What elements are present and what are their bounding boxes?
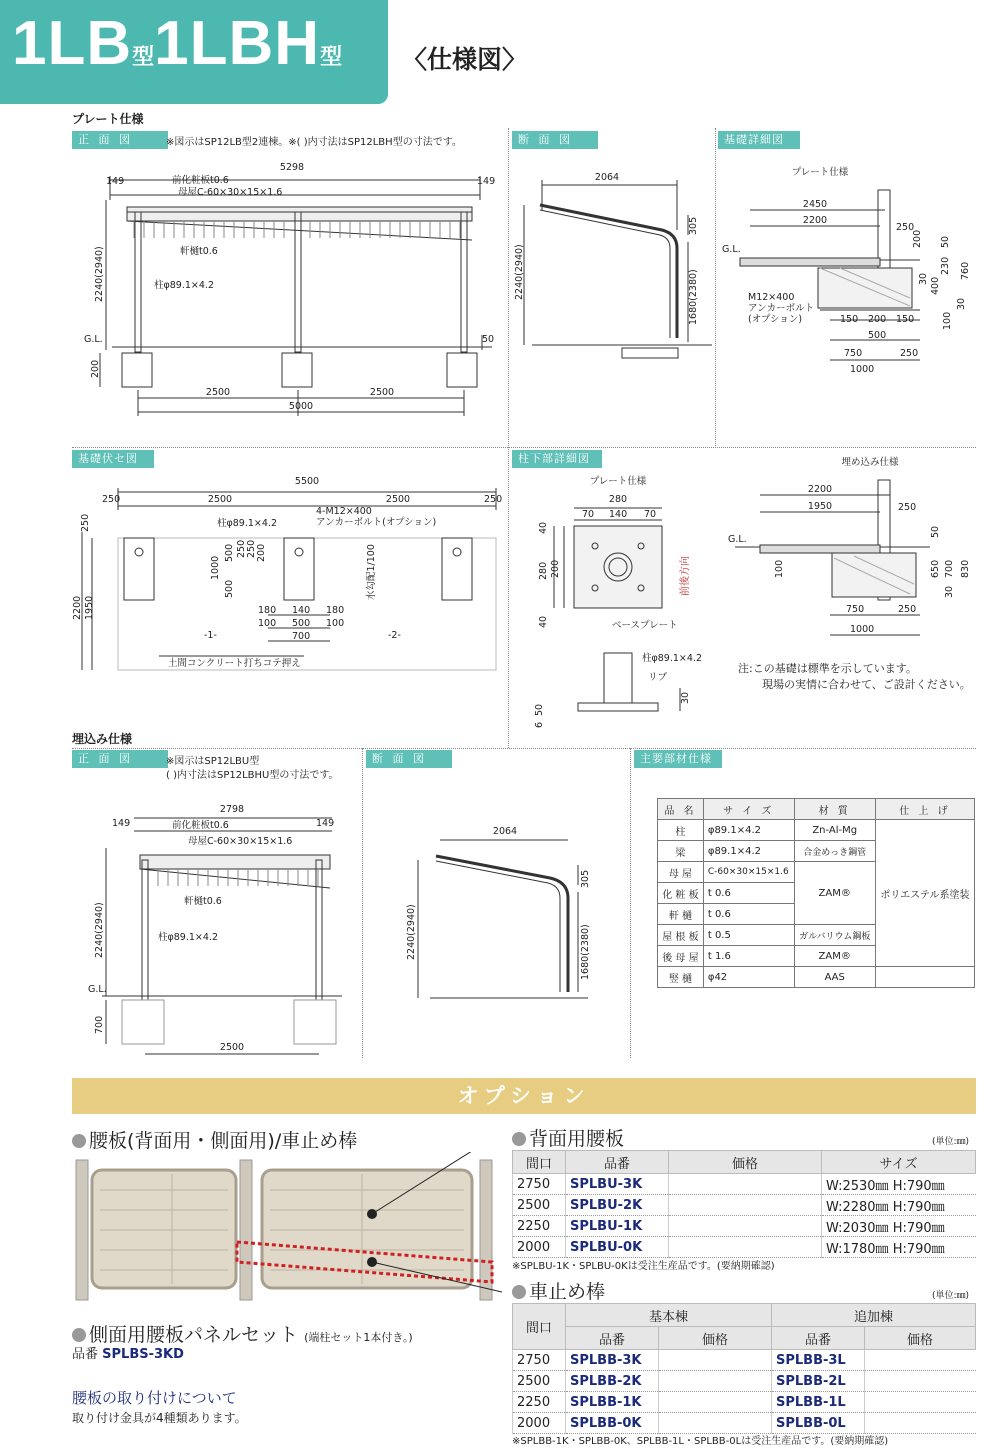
dim-140: 140 <box>292 605 311 616</box>
dim-30: 30 <box>944 585 955 598</box>
cell-span: 2250 <box>513 1392 566 1413</box>
table-row <box>513 1195 976 1216</box>
dim-70a: 70 <box>582 509 595 520</box>
embed-section-label: 埋込み仕様 <box>72 732 133 746</box>
mark-2: -2- <box>388 630 401 641</box>
dim-2500a: 2500 <box>207 494 233 505</box>
col-code: 品番 <box>566 1151 669 1174</box>
dim-edge-l: 149 <box>106 176 125 187</box>
col-span: 間口 <box>513 1151 566 1174</box>
dim-70b: 70 <box>644 509 657 520</box>
back-note: ※SPLBU-1K・SPLBU-0Kは受注生産品です。(要納期確認) <box>512 1261 775 1272</box>
cell-basic-price <box>659 1350 772 1371</box>
col-name: 品 名 <box>658 799 704 820</box>
base-title: プレート仕様 <box>589 476 647 487</box>
cell-add-code: SPLBB-3L <box>772 1350 865 1371</box>
cell-size: t 1.6 <box>703 946 794 967</box>
cell-basic-code: SPLBB-2K <box>566 1371 659 1392</box>
detail-title: プレート仕様 <box>791 167 849 178</box>
table-row <box>513 1350 976 1371</box>
attach-title: 腰板の取り付けについて <box>72 1389 237 1407</box>
cell-code: SPLBU-3K <box>566 1174 669 1195</box>
table-header-row <box>658 799 975 820</box>
cell-material: Zn-Al-Mg <box>794 820 875 841</box>
cell-name: 母 屋 <box>658 862 704 883</box>
cell-name: 梁 <box>658 841 704 862</box>
cell-material: ZAM® <box>794 946 875 967</box>
cell-name: 柱 <box>658 820 704 841</box>
dim-180a: 180 <box>258 605 277 616</box>
dim-250b: 250 <box>898 604 917 615</box>
embed-title: 埋め込み仕様 <box>841 457 899 468</box>
cell-size: t 0.5 <box>703 925 794 946</box>
dim-gl-50: 50 <box>482 334 495 345</box>
label-rib: リブ <box>648 672 668 683</box>
dim-6: 6 <box>534 721 545 728</box>
dim-280v: 280 <box>538 561 549 580</box>
back-panel-heading: 背面用腰板 <box>512 1124 624 1151</box>
cell-add-price <box>865 1392 976 1413</box>
dim-40a: 40 <box>538 521 549 534</box>
cell-size: φ42 <box>703 967 794 988</box>
tab-foundation-detail: 基礎詳細図 <box>718 131 800 149</box>
divider <box>508 128 509 748</box>
dim-foot: 200 <box>90 359 101 378</box>
dim-200: 200 <box>256 543 267 562</box>
panel-photo <box>72 1152 502 1302</box>
dim-1000: 1000 <box>850 624 875 635</box>
cell-span: 2500 <box>513 1195 566 1216</box>
table-row <box>658 820 975 841</box>
caution-2: 現場の実情に合わせて、ご設計ください。 <box>762 678 971 691</box>
cell-span: 2250 <box>513 1216 566 1237</box>
tab-front: 正 面 図 <box>72 131 168 149</box>
cell-code: SPLBU-0K <box>566 1237 669 1258</box>
label-slope: 水勾配1/100 <box>366 544 377 600</box>
dim-280: 280 <box>608 494 628 505</box>
label-post: 柱φ89.1×4.2 <box>158 932 218 943</box>
dim-500a: 500 <box>224 543 235 562</box>
dim-200b: 200 <box>868 314 887 325</box>
label-post: 柱φ89.1×4.2 <box>642 653 702 664</box>
label-gl: G.L. <box>728 534 747 545</box>
dim-50: 50 <box>534 703 545 716</box>
cell-size: t 0.6 <box>703 904 794 925</box>
label-purlin: 母屋C-60×30×15×1.6 <box>188 836 293 847</box>
cell-span: 2500 <box>513 1371 566 1392</box>
dim-700: 700 <box>94 1015 105 1034</box>
cell-price <box>669 1216 822 1237</box>
tab-section: 断 面 図 <box>366 750 452 768</box>
dim-250d: 250 <box>246 539 257 558</box>
cell-material: ZAM® <box>794 862 875 925</box>
dim-depth: 2064 <box>594 172 620 183</box>
attach-text: 取り付け金具が4種類あります。 <box>72 1411 247 1425</box>
dim-250c: 250 <box>236 539 247 558</box>
embed-note-2: ( )内寸法はSP12LBHU型の寸法です。 <box>166 770 339 781</box>
label-bolt: 4-M12×400 <box>316 506 372 517</box>
dim-50: 50 <box>930 525 941 538</box>
embed-note-1: ※図示はSP12LBU型 <box>166 756 260 767</box>
dim-edge-l: 149 <box>112 818 131 829</box>
stopper-heading: 車止め棒 <box>512 1277 605 1304</box>
stopper-unit: (単位:㎜) <box>932 1291 970 1301</box>
page-title: 1LB型1LBH型 <box>12 9 343 78</box>
label-bolt2: アンカーボルト(オプション) <box>316 517 437 528</box>
back-unit: (単位:㎜) <box>932 1137 970 1147</box>
dim-150: 150 <box>840 314 859 325</box>
dim-650: 650 <box>930 559 941 578</box>
label-concrete: 土間コンクリート打ちコテ押え <box>168 658 301 669</box>
title-banner <box>0 0 388 104</box>
col-group-basic: 基本棟 <box>566 1304 772 1327</box>
dim-1000: 1000 <box>210 555 221 580</box>
cell-add-price <box>865 1413 976 1434</box>
tab-materials: 主要部材仕様表 <box>634 750 722 768</box>
dim-30b: 30 <box>956 297 967 310</box>
dim-30: 30 <box>680 691 691 704</box>
dim-500b: 500 <box>224 579 235 598</box>
label-bolt: M12×400 <box>748 292 795 303</box>
page-subtitle: 〈仕様図〉 <box>402 45 528 74</box>
cell-span: 2750 <box>513 1350 566 1371</box>
col-span: 間口 <box>513 1304 566 1350</box>
col-material: 材 質 <box>794 799 875 820</box>
dim-230: 230 <box>940 256 951 275</box>
dim-clear: 1680(2380) <box>580 924 591 980</box>
front-elevation-drawing <box>72 150 502 435</box>
dim-span-total: 5000 <box>288 401 314 412</box>
col-size: サ イ ズ <box>703 799 794 820</box>
table-row <box>513 1174 976 1195</box>
cell-finish-empty <box>875 967 974 988</box>
dim-250b: 250 <box>900 348 919 359</box>
dim-total-width: 5298 <box>279 162 305 173</box>
cell-size: φ89.1×4.2 <box>703 820 794 841</box>
dim-200: 200 <box>912 229 923 248</box>
foundation-plan-drawing <box>72 470 502 700</box>
bullet-icon <box>72 1134 86 1148</box>
label-base-plate: ベースプレート <box>612 620 678 631</box>
divider <box>72 748 976 749</box>
materials-table <box>657 798 975 988</box>
tab-post-base: 柱下部詳細図 <box>512 450 602 468</box>
label-purlin: 母屋C-60×30×15×1.6 <box>178 187 283 198</box>
stopper-table <box>512 1303 976 1434</box>
cell-size: W:2030㎜ H:790㎜ <box>822 1216 976 1237</box>
dim-250a: 250 <box>102 494 121 505</box>
table-row <box>658 967 975 988</box>
dim-760: 760 <box>960 261 971 280</box>
options-banner: オプション <box>72 1078 976 1114</box>
label-gl: G.L. <box>84 334 103 345</box>
dim-700: 700 <box>292 631 311 642</box>
dim-height: 2240(2940) <box>94 902 105 958</box>
cell-material: 合金めっき鋼管 <box>794 841 875 862</box>
dim-400: 400 <box>930 276 941 295</box>
dim-40b: 40 <box>538 615 549 628</box>
panel-heading: 腰板(背面用・側面用)/車止め棒 <box>72 1126 357 1153</box>
dim-edge-r: 149 <box>316 818 335 829</box>
dim-250: 250 <box>898 502 917 513</box>
cell-span: 2000 <box>513 1237 566 1258</box>
dim-200: 200 <box>550 559 561 578</box>
tab-foundation-plan: 基礎伏セ図 <box>72 450 154 468</box>
label-gl: G.L. <box>722 244 741 255</box>
tab-section: 断 面 図 <box>512 131 598 149</box>
dim-depth: 2064 <box>492 826 518 837</box>
dim-2450: 2450 <box>802 199 828 210</box>
cell-size: t 0.6 <box>703 883 794 904</box>
dim-750: 750 <box>844 348 863 359</box>
cell-add-code: SPLBB-0L <box>772 1413 865 1434</box>
label-post: 柱φ89.1×4.2 <box>154 280 214 291</box>
cell-add-price <box>865 1371 976 1392</box>
cell-basic-code: SPLBB-1K <box>566 1392 659 1413</box>
dim-50: 50 <box>940 235 951 248</box>
cell-size: φ89.1×4.2 <box>703 841 794 862</box>
cell-basic-code: SPLBB-3K <box>566 1350 659 1371</box>
dim-100a: 100 <box>258 618 277 629</box>
cell-size: C-60×30×15×1.6 <box>703 862 794 883</box>
tab-front: 正 面 図 <box>72 750 168 768</box>
dim-500c: 500 <box>292 618 311 629</box>
dim-edge-r: 149 <box>477 176 496 187</box>
embed-detail-drawing <box>720 450 980 650</box>
dim-150b: 150 <box>896 314 915 325</box>
col-finish: 仕 上 げ <box>875 799 974 820</box>
col-add-code: 品番 <box>772 1327 865 1350</box>
foundation-detail-drawing <box>720 160 980 380</box>
dim-830: 830 <box>960 559 971 578</box>
label-post: 柱φ89.1×4.2 <box>217 518 277 529</box>
cell-name: 軒 樋 <box>658 904 704 925</box>
bullet-icon <box>72 1328 86 1342</box>
table-row <box>513 1392 976 1413</box>
cell-finish: ポリエステル系塗装 <box>875 820 974 967</box>
cell-price <box>669 1195 822 1216</box>
dim-1950: 1950 <box>807 501 833 512</box>
dim-250: 250 <box>896 222 915 233</box>
cell-name: 屋 根 板 <box>658 925 704 946</box>
dim-height: 2240(2940) <box>514 244 525 300</box>
back-panel-table <box>512 1150 976 1258</box>
divider <box>362 748 363 1058</box>
col-size: サイズ <box>822 1151 976 1174</box>
dim-2500b: 2500 <box>385 494 411 505</box>
dim-h2200: 2200 <box>72 595 83 620</box>
divider <box>630 748 631 1058</box>
cell-price <box>669 1174 822 1195</box>
dim-500: 500 <box>868 330 887 341</box>
dim-span-r: 2500 <box>369 387 395 398</box>
dim-100: 100 <box>942 311 953 330</box>
dim-700: 700 <box>944 559 955 578</box>
dim-1000: 1000 <box>850 364 875 375</box>
side-panel-code: 品番 SPLBS-3KD <box>72 1347 184 1362</box>
cell-name: 竪 樋 <box>658 967 704 988</box>
label-fascia: 前化粧板t0.6 <box>172 820 229 831</box>
dim-height: 2240(2940) <box>94 246 105 302</box>
section-drawing <box>512 150 712 360</box>
divider <box>72 447 976 448</box>
label-gutter: 軒樋t0.6 <box>180 246 218 257</box>
embed-section-drawing <box>400 820 600 1030</box>
cell-basic-price <box>659 1413 772 1434</box>
cell-name: 化 粧 板 <box>658 883 704 904</box>
plate-section-label: プレート仕様 <box>72 112 144 126</box>
dim-5500: 5500 <box>294 476 320 487</box>
cell-basic-price <box>659 1392 772 1413</box>
post-base-drawing <box>512 468 712 738</box>
cell-name: 後 母 屋 <box>658 946 704 967</box>
cell-basic-code: SPLBB-0K <box>566 1413 659 1434</box>
table-row <box>513 1413 976 1434</box>
side-panel-heading: 側面用腰板パネルセット (端柱セット1本付き。) <box>72 1320 413 1347</box>
dim-100: 100 <box>774 559 785 578</box>
cell-size: W:2280㎜ H:790㎜ <box>822 1195 976 1216</box>
cell-size: W:1780㎜ H:790㎜ <box>822 1237 976 1258</box>
front-note: ※図示はSP12LB型2連棟。※( )内寸法はSP12LBH型の寸法です。 <box>166 137 462 148</box>
cell-basic-price <box>659 1371 772 1392</box>
label-gutter: 軒樋t0.6 <box>184 896 222 907</box>
cell-material: AAS <box>794 967 875 988</box>
dim-30: 30 <box>918 272 929 285</box>
label-direction: 前後方向 <box>680 556 691 596</box>
label-fascia: 前化粧板t0.6 <box>172 175 229 186</box>
dim-100b: 100 <box>326 618 345 629</box>
col-price: 価格 <box>669 1151 822 1174</box>
col-add-price: 価格 <box>865 1327 976 1350</box>
divider <box>715 128 716 448</box>
cell-size: W:2530㎜ H:790㎜ <box>822 1174 976 1195</box>
caution-1: 注:この基礎は標準を示しています。 <box>738 662 917 675</box>
dim-h250: 250 <box>80 513 91 532</box>
dim-2200: 2200 <box>807 484 833 495</box>
cell-price <box>669 1237 822 1258</box>
dim-2200: 2200 <box>802 215 828 226</box>
dim-clear: 1680(2380) <box>688 269 699 325</box>
bullet-icon <box>512 1132 526 1146</box>
dim-180b: 180 <box>326 605 345 616</box>
cell-code: SPLBU-2K <box>566 1195 669 1216</box>
dim-750: 750 <box>846 604 865 615</box>
cell-add-code: SPLBB-1L <box>772 1392 865 1413</box>
dim-top: 305 <box>688 216 699 235</box>
table-row <box>513 1216 976 1237</box>
dim-h1950: 1950 <box>84 595 95 620</box>
dim-2798: 2798 <box>219 804 245 815</box>
dim-250b: 250 <box>484 494 502 505</box>
cell-add-price <box>865 1350 976 1371</box>
dim-top: 305 <box>580 869 591 888</box>
stopper-note: ※SPLBB-1K・SPLBB-0K、SPLBB-1L・SPLBB-0Lは受注生産品です。(要納期確認) <box>512 1436 889 1447</box>
cell-add-code: SPLBB-2L <box>772 1371 865 1392</box>
label-bolt3: (オプション) <box>748 314 803 325</box>
col-basic-code: 品番 <box>566 1327 659 1350</box>
dim-140: 140 <box>609 509 628 520</box>
cell-span: 2750 <box>513 1174 566 1195</box>
embed-front-drawing <box>72 798 357 1058</box>
col-basic-price: 価格 <box>659 1327 772 1350</box>
dim-2500: 2500 <box>219 1042 245 1053</box>
cell-span: 2000 <box>513 1413 566 1434</box>
mark-1: -1- <box>204 630 217 641</box>
table-row <box>513 1237 976 1258</box>
bullet-icon <box>512 1285 526 1299</box>
col-group-add: 追加棟 <box>772 1304 976 1327</box>
table-row <box>513 1371 976 1392</box>
label-bolt2: アンカーボルト <box>748 303 815 314</box>
dim-span-l: 2500 <box>205 387 231 398</box>
dim-height: 2240(2940) <box>406 904 417 960</box>
label-gl: G.L. <box>88 984 107 995</box>
cell-material: ガルバリウム鋼板 <box>794 925 875 946</box>
cell-code: SPLBU-1K <box>566 1216 669 1237</box>
